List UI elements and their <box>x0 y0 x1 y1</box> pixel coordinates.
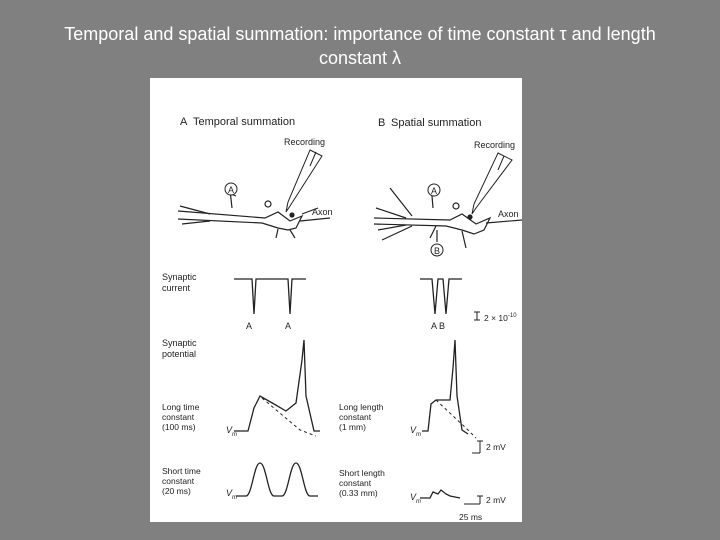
panel-a-current-trace <box>234 279 306 314</box>
summation-figure <box>150 78 522 522</box>
panel-a-short-label-3: (20 ms) <box>162 486 191 496</box>
panel-a-current-label-1: Synaptic <box>162 272 197 282</box>
panel-a-long-label-1: Long time <box>162 402 200 412</box>
slide-title-line-1: Temporal and spatial summation: importance of time constant τ and length <box>64 24 656 44</box>
panel-b-short-label-3: (0.33 mm) <box>339 488 378 498</box>
panel-a-long-label-3: (100 ms) <box>162 422 196 432</box>
panel-a-potential-label-1: Synaptic <box>162 338 197 348</box>
voltage-scale-bar-2 <box>464 495 506 505</box>
time-scale-label: 25 ms <box>459 512 483 522</box>
panel-b-stimulus-labels: A B <box>431 321 446 331</box>
panel-a-stimulus-label-2: A <box>285 321 292 331</box>
panel-b <box>339 117 522 522</box>
panel-a-stimulus-label-1: A <box>246 321 253 331</box>
panel-b-long-label-1: Long length <box>339 402 384 412</box>
panel-b-long-label-3: (1 mm) <box>339 422 366 432</box>
panel-a <box>162 116 333 501</box>
panel-b-letter: B <box>378 117 386 129</box>
panel-a-short-label-1: Short time <box>162 466 201 476</box>
panel-a-current-label-2: current <box>162 283 191 293</box>
panel-a-long-label-2: constant <box>162 412 195 422</box>
panel-a-vm-label-2: $V_m$ <box>226 488 238 501</box>
voltage-scale-bar-1 <box>472 441 506 453</box>
panel-a-short-trace <box>236 463 318 496</box>
panel-b-vm-label-1: $V_m$ <box>410 425 422 438</box>
panel-a-axon-label: Axon <box>312 207 333 217</box>
slide-title-line-2: constant λ <box>318 48 402 68</box>
panel-a-recording-label: Recording <box>284 137 326 147</box>
panel-b-long-label-2: constant <box>339 412 372 422</box>
panel-a-letter: A <box>180 116 188 128</box>
voltage-scale-label-1: 2 mV <box>486 442 506 452</box>
panel-a-short-label-2: constant <box>162 476 195 486</box>
panel-b-short-label-1: Short length <box>339 468 385 478</box>
panel-b-axon-label: Axon <box>498 209 519 219</box>
panel-b-title: Spatial summation <box>391 117 482 129</box>
voltage-scale-label-2: 2 mV <box>486 495 506 505</box>
panel-b-vm-label-2: $V_m$ <box>410 492 422 505</box>
panel-b-long-decay-dashed <box>436 400 476 438</box>
panel-a-electrode <box>286 150 322 212</box>
panel-b-long-trace <box>422 340 468 434</box>
summation-diagram <box>150 78 522 522</box>
panel-a-long-trace <box>234 340 320 431</box>
slide-title <box>0 22 720 70</box>
panel-b-electrode <box>472 153 512 214</box>
panel-a-vm-label-1: $V_m$ <box>226 425 238 438</box>
current-scale-bar <box>474 312 517 323</box>
panel-b-short-label-2: constant <box>339 478 372 488</box>
panel-b-short-trace <box>420 490 460 498</box>
panel-a-synapse-a-label: A <box>228 185 235 195</box>
panel-b-synapse-a-label: A <box>431 186 438 196</box>
panel-a-neuron <box>178 190 330 238</box>
panel-a-potential-label-2: potential <box>162 349 197 359</box>
panel-b-current-trace <box>420 279 462 314</box>
panel-b-synapse-b-label: B <box>434 246 441 256</box>
current-scale-label: $2 \times 10^{-10}$ <box>484 313 517 323</box>
panel-a-title: Temporal summation <box>193 116 296 128</box>
panel-b-recording-label: Recording <box>474 140 516 150</box>
